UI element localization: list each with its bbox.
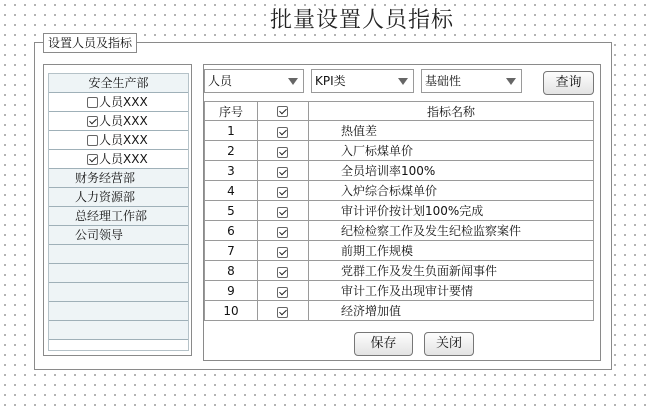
table-row[interactable] (205, 141, 594, 161)
table-row[interactable] (205, 301, 594, 321)
row-select-cell[interactable] (258, 241, 309, 261)
row-checkbox[interactable] (277, 207, 288, 218)
page-title-text: 批量设置人员指标 (266, 8, 458, 33)
sidebar-person-item[interactable] (49, 93, 188, 112)
sidebar-person-item[interactable] (49, 150, 188, 169)
row-select-cell[interactable] (258, 201, 309, 221)
person-checkbox[interactable] (87, 135, 98, 146)
sidebar-empty-row (49, 245, 188, 264)
sidebar-dept-item[interactable] (49, 207, 188, 226)
row-select-cell[interactable] (258, 121, 309, 141)
table-row[interactable] (205, 281, 594, 301)
sidebar-empty-row (49, 283, 188, 302)
row-checkbox[interactable] (277, 147, 288, 158)
row-number: 1 (205, 121, 258, 141)
sidebar-person-item[interactable] (49, 112, 188, 131)
query-button[interactable]: 查询 (543, 71, 594, 95)
indicator-name: 党群工作及发生负面新闻事件 (309, 261, 594, 281)
indicator-name: 前期工作规模 (309, 241, 594, 261)
sidebar-empty-row (49, 302, 188, 321)
indicator-name: 纪检检察工作及发生纪检监察案件 (309, 221, 594, 241)
indicator-name: 审计工作及出现审计要情 (309, 281, 594, 301)
sidebar-item-label: 人员XXX (99, 114, 148, 128)
table-row[interactable] (205, 221, 594, 241)
select-all-checkbox[interactable] (277, 106, 288, 117)
person-checkbox[interactable] (87, 154, 98, 165)
row-number: 10 (205, 301, 258, 321)
indicator-name: 审计评价按计划100%完成 (309, 201, 594, 221)
table-row[interactable] (205, 241, 594, 261)
type-select-value: 人员 (208, 74, 233, 88)
department-panel (43, 64, 192, 356)
row-checkbox[interactable] (277, 307, 288, 318)
type-select[interactable] (204, 69, 304, 93)
sidebar-person-item[interactable] (49, 131, 188, 150)
row-checkbox[interactable] (277, 247, 288, 258)
indicator-name: 入炉综合标煤单价 (309, 181, 594, 201)
row-number: 9 (205, 281, 258, 301)
table-row[interactable] (205, 201, 594, 221)
sidebar-empty-row (49, 321, 188, 340)
row-select-cell[interactable] (258, 181, 309, 201)
level-select-value: 基础性 (425, 74, 462, 88)
row-select-cell[interactable] (258, 261, 309, 281)
column-header-no: 序号 (205, 102, 258, 121)
category-select-value: KPI类 (315, 74, 346, 88)
sidebar-item-label: 人力资源部 (75, 190, 136, 204)
row-select-cell[interactable] (258, 281, 309, 301)
sidebar-item-label: 安全生产部 (88, 76, 149, 90)
row-number: 2 (205, 141, 258, 161)
row-checkbox[interactable] (277, 287, 288, 298)
row-number: 8 (205, 261, 258, 281)
chevron-down-icon[interactable] (395, 72, 411, 90)
person-checkbox[interactable] (87, 116, 98, 127)
table-row[interactable] (205, 261, 594, 281)
indicator-name: 经济增加值 (309, 301, 594, 321)
page-title (0, 3, 652, 34)
column-header-name: 指标名称 (309, 102, 594, 121)
row-select-cell[interactable] (258, 161, 309, 181)
sidebar-item-label: 公司领导 (75, 228, 124, 242)
indicator-table (204, 101, 594, 321)
sidebar-item-label: 人员XXX (99, 152, 148, 166)
chevron-down-icon[interactable] (503, 72, 519, 90)
row-select-cell[interactable] (258, 301, 309, 321)
sidebar-item-label: 财务经营部 (75, 171, 136, 185)
row-checkbox[interactable] (277, 267, 288, 278)
close-button[interactable]: 关闭 (424, 332, 474, 356)
row-number: 7 (205, 241, 258, 261)
sidebar-dept-item[interactable] (49, 226, 188, 245)
level-select[interactable] (421, 69, 522, 93)
sidebar-item-label: 人员XXX (99, 95, 148, 109)
row-checkbox[interactable] (277, 187, 288, 198)
department-tree (48, 73, 189, 351)
sidebar-dept-item[interactable] (49, 74, 188, 93)
row-checkbox[interactable] (277, 127, 288, 138)
table-row[interactable] (205, 181, 594, 201)
sidebar-empty-row (49, 264, 188, 283)
row-number: 5 (205, 201, 258, 221)
category-select[interactable] (311, 69, 414, 93)
sidebar-dept-item[interactable] (49, 169, 188, 188)
chevron-down-icon[interactable] (285, 72, 301, 90)
sidebar-dept-item[interactable] (49, 188, 188, 207)
row-checkbox[interactable] (277, 167, 288, 178)
person-checkbox[interactable] (87, 97, 98, 108)
save-button[interactable]: 保存 (354, 332, 413, 356)
row-number: 4 (205, 181, 258, 201)
indicator-name: 热值差 (309, 121, 594, 141)
row-select-cell[interactable] (258, 141, 309, 161)
column-header-select[interactable] (258, 102, 309, 121)
group-legend: 设置人员及指标 (43, 33, 137, 53)
table-row[interactable] (205, 121, 594, 141)
table-row[interactable] (205, 161, 594, 181)
sidebar-item-label: 人员XXX (99, 133, 148, 147)
sidebar-item-label: 总经理工作部 (75, 209, 148, 223)
row-select-cell[interactable] (258, 221, 309, 241)
row-checkbox[interactable] (277, 227, 288, 238)
indicator-name: 全员培训率100% (309, 161, 594, 181)
table-header-row (205, 102, 594, 121)
row-number: 6 (205, 221, 258, 241)
row-number: 3 (205, 161, 258, 181)
indicator-name: 入厂标煤单价 (309, 141, 594, 161)
